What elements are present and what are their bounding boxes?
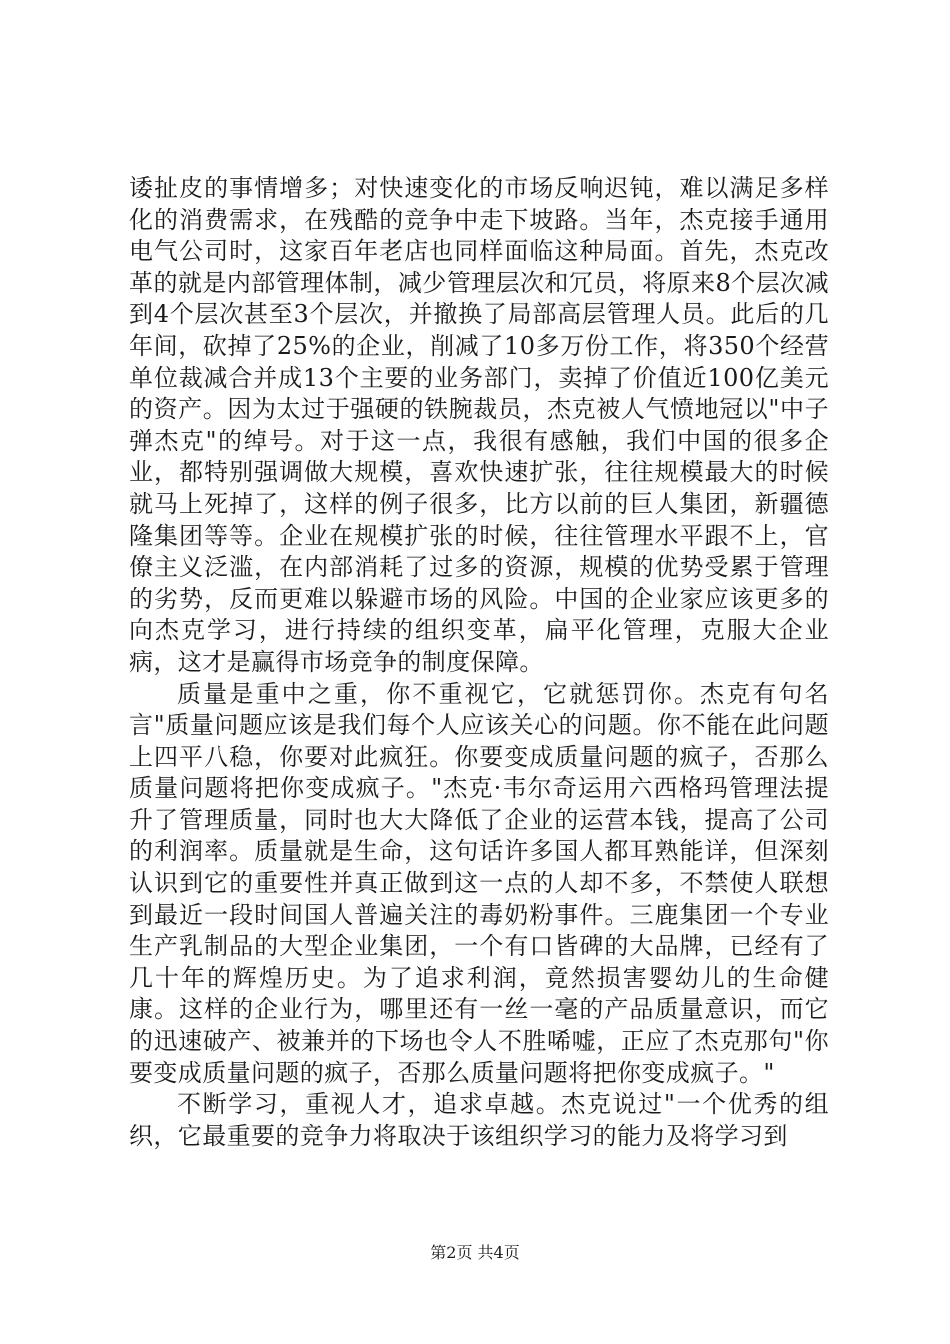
page-number-footer: 第2页 共4页 — [430, 1243, 520, 1262]
paragraph-continuation: 诿扯皮的事情增多；对快速变化的市场反响迟钝，难以满足多样化的消费需求，在残酷的竞争中走下坡路。当年，杰克接手通用电气公司时，这家百年老店也同样面临这种局面。首先，杰克改革的就是内部管理体制，减少管理层次和冗员，将原来8个层次减到4个层次甚至3个层次，并撤换了局部高层管理人员。此后的几年间，砍掉了25%的企业，削减了10多万份工作，将350个经营单位裁减合并成13个主要的业务部门，卖掉了价值近100亿美元的资产。因为太过于强硬的铁腕裁员，杰克被人气愤地冠以"中子弹杰克"的绰号。对于这一点，我很有感触，我们中国的很多企业，都特别强调做大规模，喜欢快速扩张，往往规模最大的时候就马上死掉了，这样的例子很多，比方以前的巨人集团，新疆德隆集团等等。企业在规模扩张的时候，往往管理水平跟不上，官僚主义泛滥，在内部消耗了过多的资源，规模的优势受累于管理的劣势，反而更难以躲避市场的风险。中国的企业家应该更多的向杰克学习，进行持续的组织变革，扁平化管理，克服大企业病，这才是赢得市场竞争的制度保障。 — [129, 174, 829, 676]
document-body — [129, 173, 829, 1152]
paragraph-learning: 不断学习，重视人才，追求卓越。杰克说过"一个优秀的组织，它最重要的竞争力将取决于该组织学习的能力及将学习到 — [129, 1090, 829, 1150]
paragraph-quality: 质量是重中之重，你不重视它，它就惩罚你。杰克有句名言"质量问题应该是我们每个人应该关心的问题。你不能在此问题上四平八稳，你要对此疯狂。你要变成质量问题的疯子，否那么质量问题将把你变成疯子。"杰克·韦尔奇运用六西格玛管理法提升了管理质量，同时也大大降低了企业的运营本钱，提高了公司的利润率。质量就是生命，这句话许多国人都耳熟能详，但深刻认识到它的重要性并真正做到这一点的人却不多，不禁使人联想到最近一段时间国人普遍关注的毒奶粉事件。三鹿集团一个专业生产乳制品的大型企业集团，一个有口皆碑的大品牌，已经有了几十年的辉煌历史。为了追求利润，竟然损害婴幼儿的生命健康。这样的企业行为，哪里还有一丝一毫的产品质量意识，而它的迅速破产、被兼并的下场也令人不胜唏嘘，正应了杰克那句"你要变成质量问题的疯子，否那么质量问题将把你变成疯子。" — [129, 679, 829, 1087]
